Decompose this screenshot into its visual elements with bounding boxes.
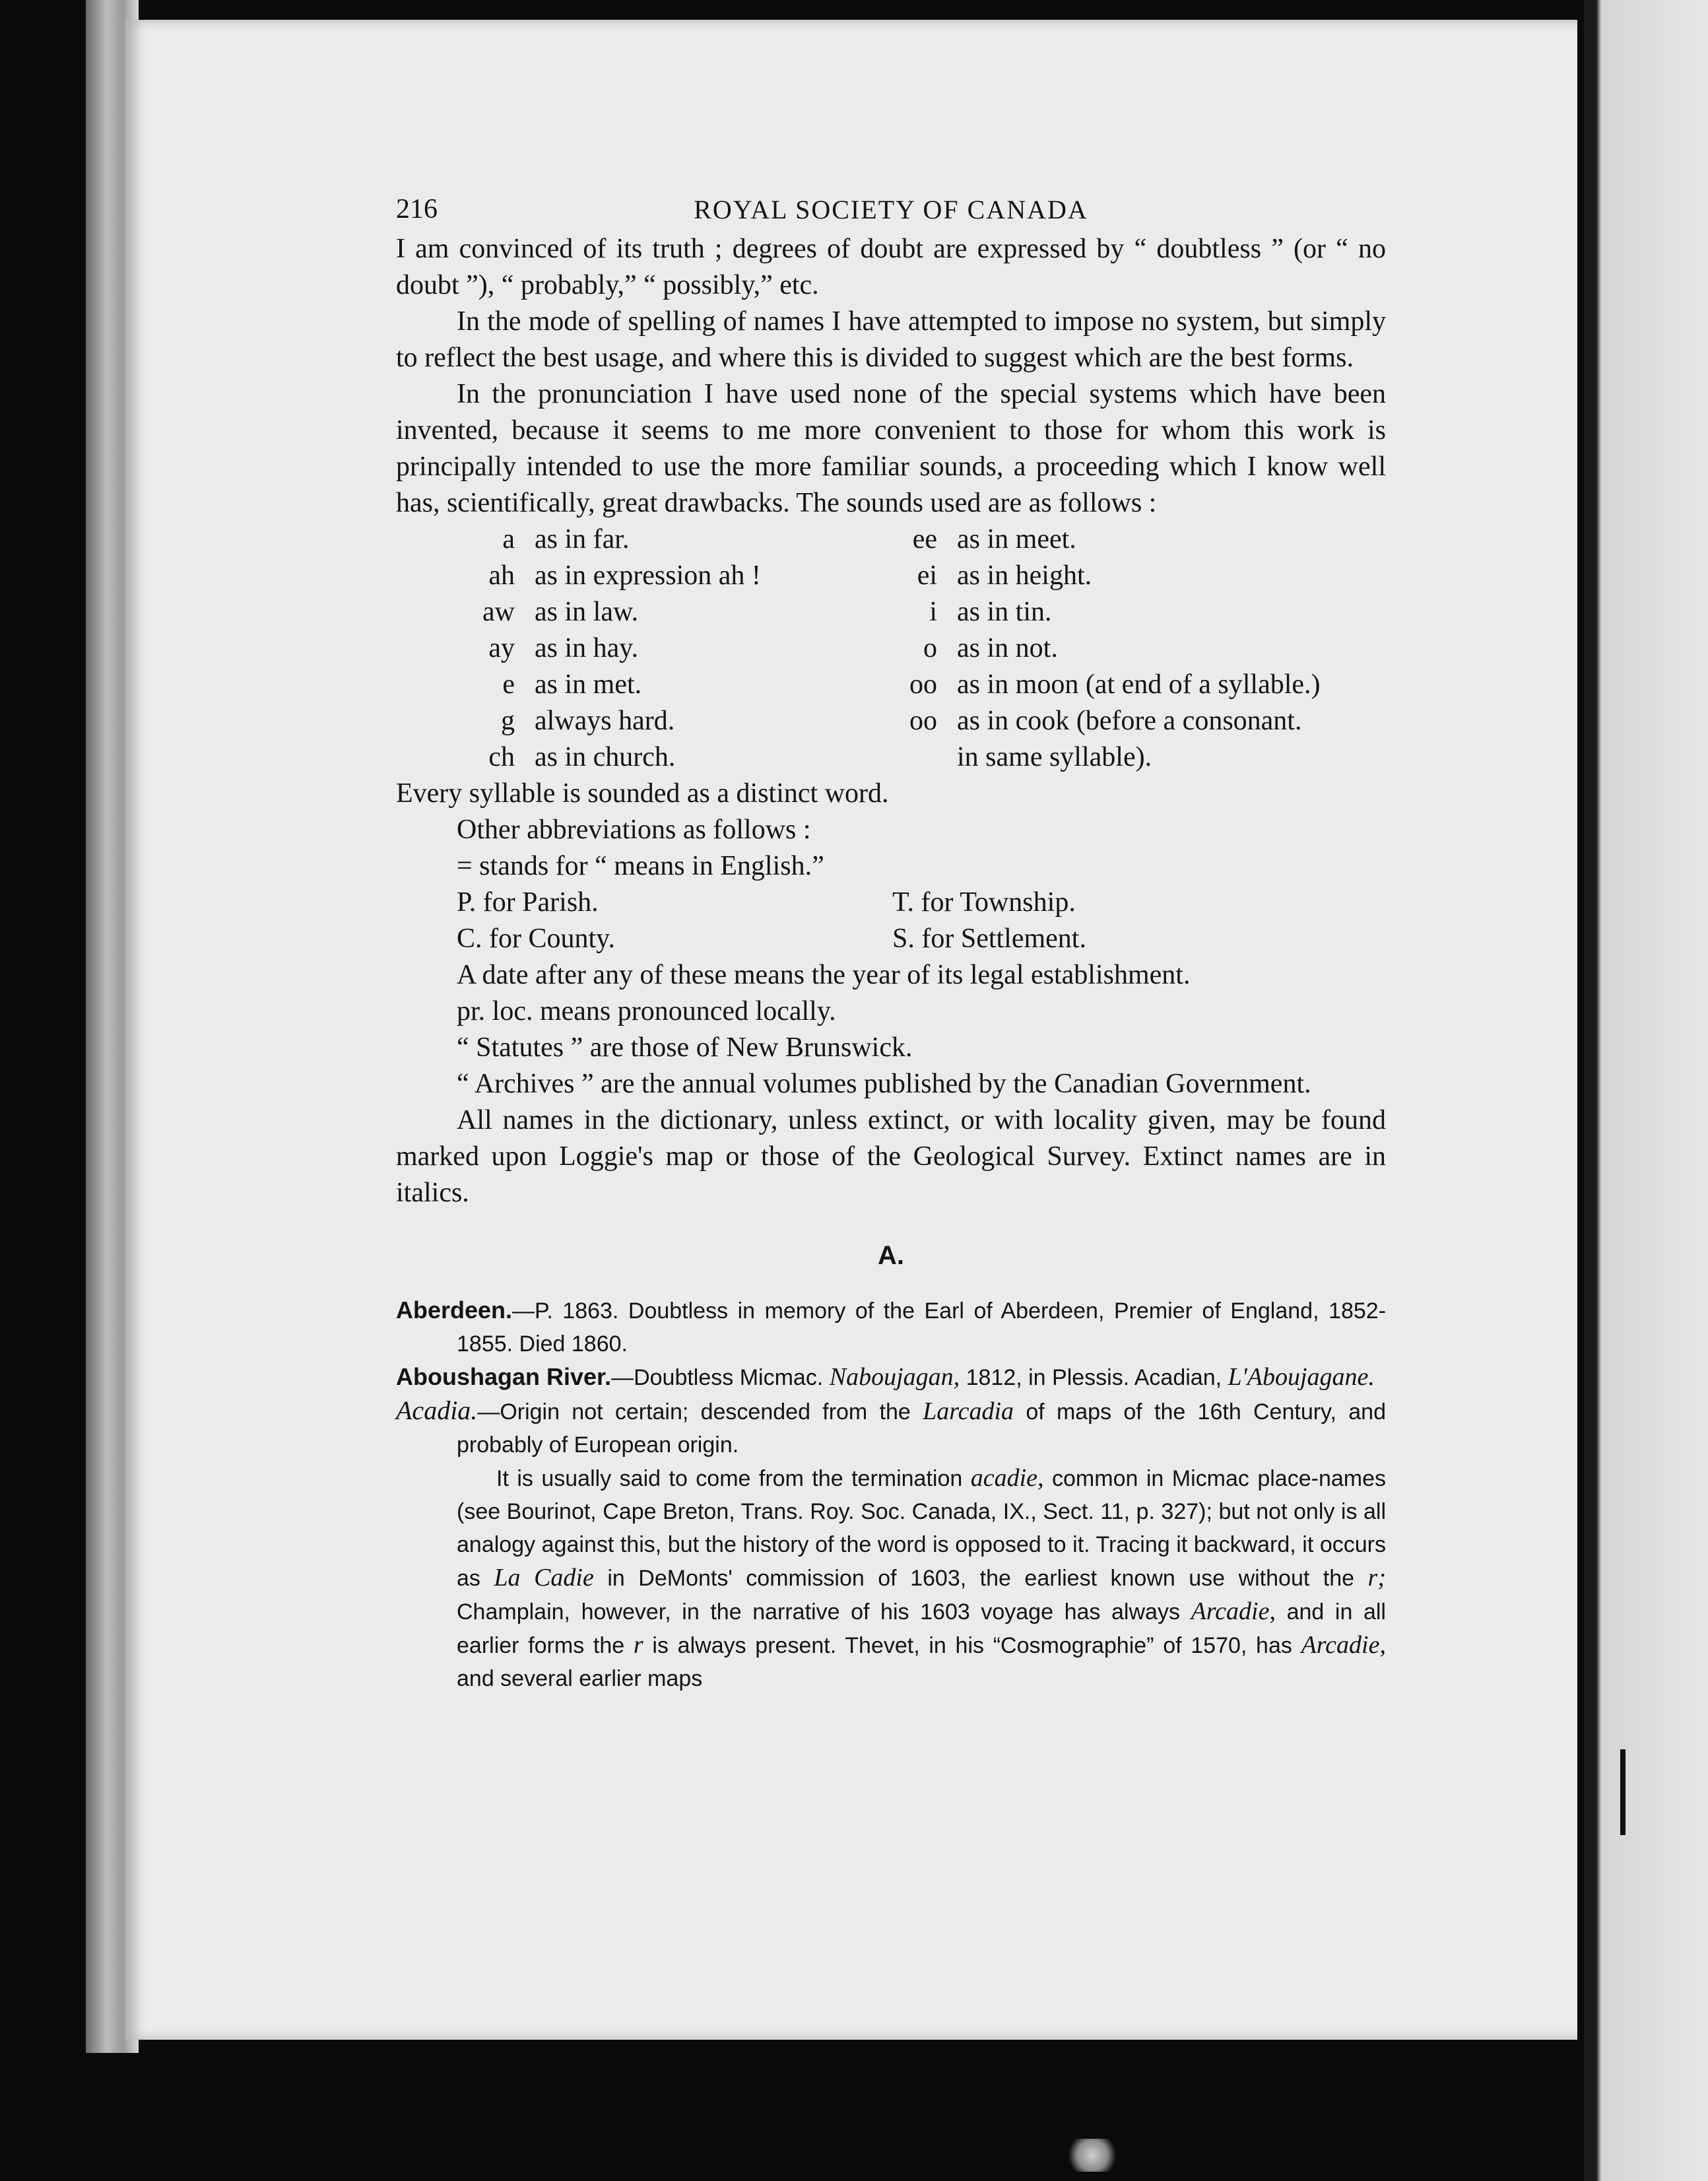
prloc-note: pr. loc. means pronounced locally. xyxy=(457,996,836,1026)
section-letter: A. xyxy=(878,1241,904,1270)
sound-description: as in met. xyxy=(535,669,642,700)
page-header xyxy=(396,191,1386,231)
sound-entry xyxy=(396,521,891,558)
entry-aboushagan xyxy=(396,1360,1386,1394)
sound-description: always hard. xyxy=(535,706,675,736)
sound-description: as in expression ah ! xyxy=(535,560,761,591)
entry-acadia-text-a: —Origin not certain; descended from the xyxy=(477,1399,911,1425)
sound-description: as in hay. xyxy=(535,633,639,663)
intro-paragraph-1: I am convinced of its truth ; degrees of doubt are expressed by “ doubtless ” (or “ no doubt ”), “ probably,” “ possibly,” etc. xyxy=(396,234,1386,300)
entry-acadia xyxy=(396,1394,1386,1461)
acadia-p2-f: is always present. Thevet, in his “Cosmographie” of 1570, has xyxy=(652,1633,1292,1658)
sound-table xyxy=(396,521,1386,776)
sound-entry xyxy=(396,630,891,667)
sound-code: a xyxy=(502,524,515,554)
entry-aboushagan-text-b: 1812, in Plessis. Acadian, xyxy=(966,1365,1222,1390)
sound-entry xyxy=(891,703,1386,739)
sound-code: oo xyxy=(909,706,937,736)
sound-row-continuation: in same syllable). xyxy=(957,742,1152,772)
entry-acadia-italic-a: Larcadia xyxy=(923,1397,1014,1425)
entry-aberdeen-text: —P. 1863. Doubtless in memory of the Earl of Aberdeen, Premier of England, 1852-1855. Died 1860. xyxy=(457,1298,1386,1357)
sound-code: ee xyxy=(912,524,937,554)
sound-description: as in church. xyxy=(535,742,676,772)
all-names-note: All names in the dictionary, unless extinct, or with locality given, may be found marked upon Loggie's map or those of the Geological Survey. Extinct names are in italics. xyxy=(396,1105,1386,1208)
headword-aberdeen: Aberdeen. xyxy=(396,1296,513,1324)
sound-entry xyxy=(891,630,1386,667)
entry-aboushagan-italic-a: Naboujagan, xyxy=(829,1363,960,1391)
sound-description: as in cook (before a consonant. xyxy=(957,706,1302,736)
statutes-note: “ Statutes ” are those of New Brunswick. xyxy=(457,1032,913,1063)
acadia-p2-b: common in Micmac place-names (see Bourinot, Cape Breton, Trans. Roy. Soc. Canada, IX., Sect. 11, p. 327); but not only is all analogy against this, but the history of the word is opposed to it. Tracing it backward, it occurs as xyxy=(457,1466,1386,1591)
entry-aboushagan-italic-b: L'Aboujagane. xyxy=(1228,1363,1375,1391)
sound-code: e xyxy=(502,669,515,700)
headword-acadia: Acadia. xyxy=(396,1395,478,1425)
sound-description: as in far. xyxy=(535,524,630,554)
scan-smudge xyxy=(1063,2139,1122,2172)
sound-entry xyxy=(396,594,891,630)
entry-acadia-text-b: of maps of the 16th Century, and probably of European origin. xyxy=(457,1399,1386,1458)
sound-code: oo xyxy=(909,669,937,700)
sound-entry xyxy=(891,558,1386,594)
sound-entry xyxy=(396,739,891,776)
sound-code: i xyxy=(929,597,937,627)
sound-description: as in not. xyxy=(957,633,1058,663)
acadia-p2-it3: r; xyxy=(1367,1564,1386,1592)
acadia-p2-d: Champlain, however, in the narrative of his 1603 voyage has always xyxy=(457,1599,1180,1625)
entry-aboushagan-text-a: —Doubtless Micmac. xyxy=(611,1365,824,1390)
sound-description: as in height. xyxy=(957,560,1092,591)
entry-acadia-paragraph-2 xyxy=(396,1461,1386,1695)
facing-page-edge xyxy=(1584,0,1708,2181)
edge-mark xyxy=(1620,1749,1626,1835)
sound-code: ay xyxy=(488,633,515,663)
acadia-p2-it6: Arcadie, xyxy=(1301,1631,1386,1659)
abbreviations-intro: Other abbreviations as follows : xyxy=(457,815,811,845)
sound-entry xyxy=(396,703,891,739)
abbreviation-county: C. for County. xyxy=(457,923,615,954)
syllable-note: Every syllable is sounded as a distinct word. xyxy=(396,778,889,809)
sound-code: aw xyxy=(482,597,515,627)
sound-entry xyxy=(891,739,1386,776)
sound-description: as in law. xyxy=(535,597,639,627)
sound-description: as in tin. xyxy=(957,597,1052,627)
abbreviation-grid xyxy=(396,885,1386,957)
acadia-p2-a: It is usually said to come from the termination xyxy=(496,1466,963,1491)
archives-note: “ Archives ” are the annual volumes published by the Canadian Government. xyxy=(457,1069,1311,1099)
page-number: 216 xyxy=(396,194,438,224)
acadia-p2-it4: Arcadie, xyxy=(1191,1597,1276,1625)
abbreviation-equals: = stands for “ means in English.” xyxy=(457,851,824,881)
headword-aboushagan: Aboushagan River. xyxy=(396,1363,612,1390)
intro-paragraph-2: In the mode of spelling of names I have attempted to impose no system, but simply to reflect the best usage, and where this is divided to suggest which are the best forms. xyxy=(396,306,1386,373)
sound-code: ei xyxy=(917,560,937,591)
entry-aberdeen xyxy=(396,1294,1386,1360)
abbreviation-township: T. for Township. xyxy=(892,887,1076,918)
sound-code: o xyxy=(923,633,937,663)
sound-entry xyxy=(891,521,1386,558)
sound-description: as in moon (at end of a syllable.) xyxy=(957,669,1321,700)
acadia-p2-it1: acadie, xyxy=(970,1464,1044,1492)
sound-entry xyxy=(396,667,891,703)
acadia-p2-g: and several earlier maps xyxy=(457,1666,703,1691)
sound-description: as in meet. xyxy=(957,524,1076,554)
sound-code: g xyxy=(501,706,515,736)
sound-entry xyxy=(891,667,1386,703)
acadia-p2-it5: r xyxy=(633,1631,643,1659)
sound-entry xyxy=(396,558,891,594)
sound-entry xyxy=(891,594,1386,630)
intro-paragraph-3: In the pronunciation I have used none of the special systems which have been invented, because it seems to me more convenient to those for whom this work is principally intended to use the more familiar sounds, a proceeding which I know well has, scientifically, great drawbacks. The sounds used are as follows : xyxy=(396,379,1386,518)
sound-code: ch xyxy=(488,742,515,772)
date-note: A date after any of these means the year of its legal establishment. xyxy=(457,960,1191,990)
acadia-p2-e: and in all earlier forms the xyxy=(457,1599,1386,1658)
acadia-p2-it2: La Cadie xyxy=(494,1564,594,1592)
sound-code: ah xyxy=(488,560,515,591)
abbreviation-parish: P. for Parish. xyxy=(457,887,599,918)
page-content xyxy=(396,191,1386,1695)
running-title: ROYAL SOCIETY OF CANADA xyxy=(694,195,1088,224)
abbreviation-settlement: S. for Settlement. xyxy=(892,923,1086,954)
acadia-p2-c: in DeMonts' commission of 1603, the earliest known use without the xyxy=(607,1566,1355,1591)
